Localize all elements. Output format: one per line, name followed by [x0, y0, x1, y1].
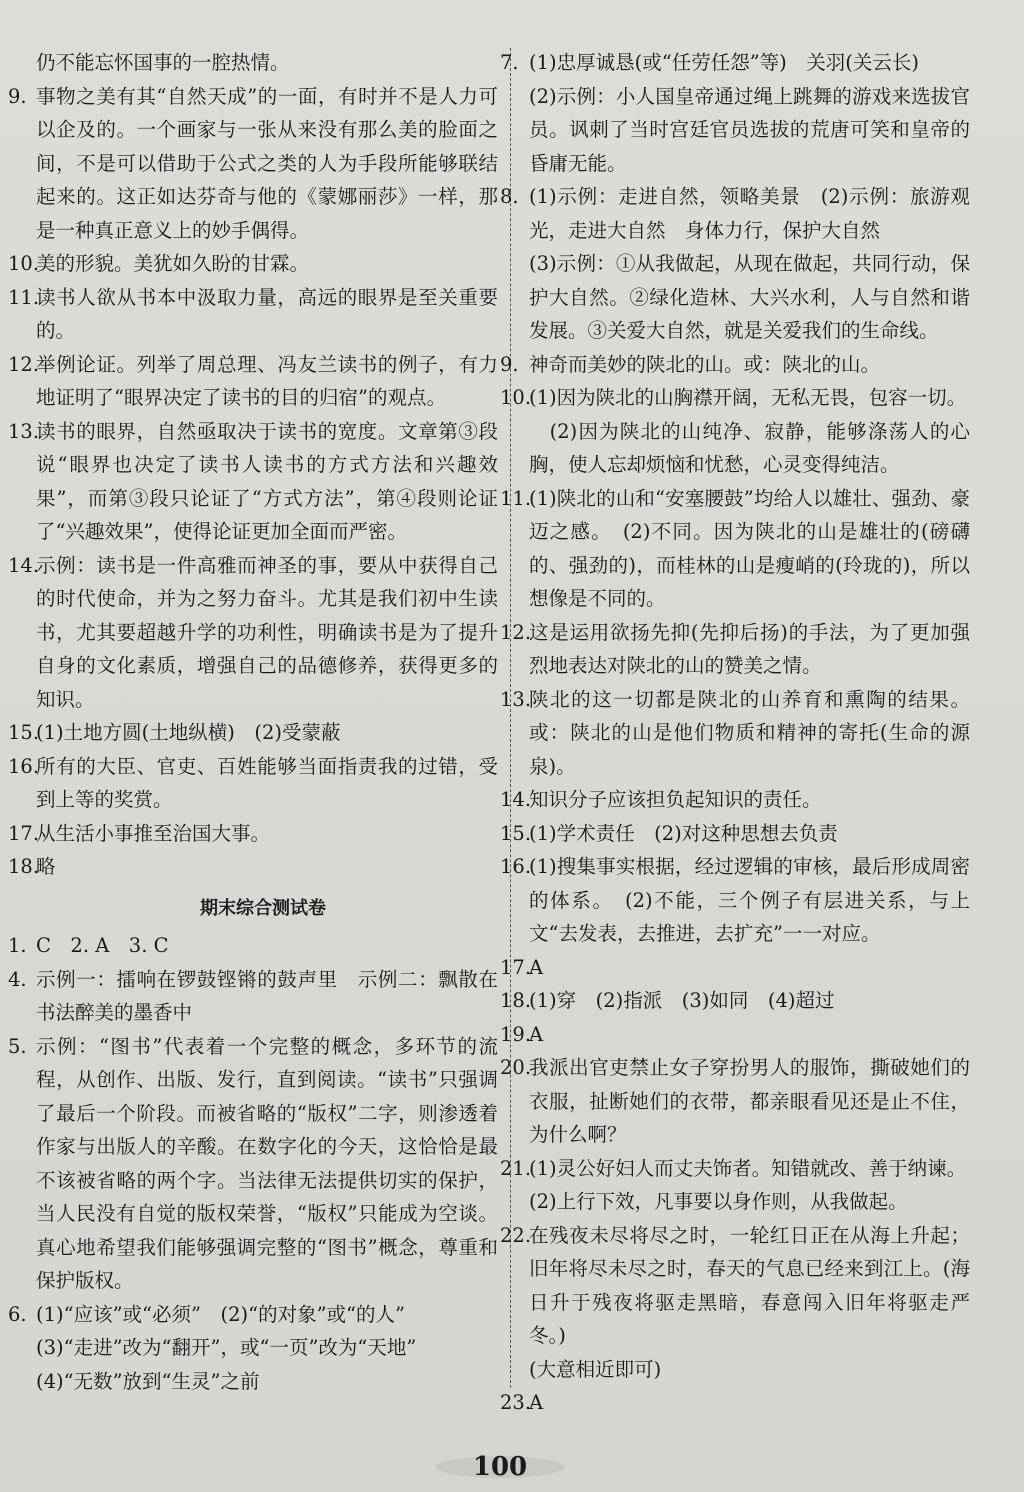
- answer-item: (3)示例：①从我做起，从现在做起，共同行动，保护大自然。②绿化造林、大兴水利，人与自然和谐发展。③关爱大自然，就是关爱我们的生命线。: [529, 252, 970, 342]
- answer-item: 1. C 2. A 3. C: [8, 934, 169, 957]
- answer-item: 8. (1)示例：走进自然，领略美景 (2)示例：旅游观光，走进大自然 身体力行，保护大自然: [500, 185, 970, 242]
- answer-subline: (3)“走进”改为“翻开”，或“一页”改为“天地”: [36, 1336, 417, 1359]
- answer-item: 22. 在残夜未尽将尽之时，一轮红日正在从海上升起；旧年将尽未尽之时，春天的气息已经来到江上。(海日升于残夜将驱走黑暗，春意闯入旧年将驱走严冬。): [500, 1223, 970, 1347]
- answer-item: 4. 示例一：擂响在锣鼓铿锵的鼓声里 示例二：飘散在书法醉美的墨香中: [8, 967, 498, 1024]
- answer-item: 9. 事物之美有其“自然天成”的一面，有时并不是人力可以企及的。一个画家与一张从来没有那么美的脸面之间，不是可以借助于公式之类的人为手段所能够联结起来的。这正如达芬奇与他的《蒙娜丽莎》一样，那是一种真正意义上的妙手偶得。: [8, 84, 498, 242]
- answer-item: (2)示例：小人国皇帝通过绳上跳舞的游戏来选拔官员。讽刺了当时宫廷官员选拔的荒唐可笑和皇帝的昏庸无能。: [529, 84, 970, 175]
- answer-item: 12. 举例论证。列举了周总理、冯友兰读书的例子，有力地证明了“眼界决定了读书的目的归宿”的观点。: [8, 352, 498, 409]
- answer-item: 12. 这是运用欲扬先抑(先抑后扬)的手法，为了更加强烈地表达对陕北的山的赞美之情。: [500, 620, 970, 677]
- answer-item: 17. A: [500, 955, 544, 979]
- answer-item: 13. 陕北的这一切都是陕北的山养育和熏陶的结果。或：陕北的山是他们物质和精神的寄托(生命的源泉)。: [500, 687, 970, 778]
- left-column: [8, 46, 498, 1398]
- answer-item: 11. 读书人欲从书本中汲取力量，高远的眼界是至关重要的。: [8, 285, 498, 342]
- answer-item: 18. (1)穿 (2)指派 (3)如同 (4)超过: [500, 989, 835, 1012]
- answer-item: 11. (1)陕北的山和“安塞腰鼓”均给人以雄壮、强劲、豪迈之感。 (2)不同。因为陕北的山是雄壮的(磅礴的、强劲的)，而桂林的山是瘦峭的(玲珑的)，所以想像是不同的。: [500, 486, 970, 610]
- answer-item: 5. 示例：“图书”代表着一个完整的概念，多环节的流程，从创作、出版、发行，直到阅读。“读书”只强调了最后一个阶段。而被省略的“版权”二字，则渗透着作家与出版人的辛酸。在数字化的今天，这恰恰是最不该被省略的两个字。当法律无法提供切实的保护，当人民没有自觉的版权荣誉，“版权”只能成为空谈。真心地希望我们能够强调完整的“图书”概念，尊重和保护版权。: [8, 1034, 498, 1292]
- answer-item: 9. 神奇而美妙的陕北的山。或：陕北的山。: [500, 352, 881, 376]
- answer-item: 23. A: [500, 1391, 544, 1414]
- answer-item: 17. 从生活小事推至治国大事。: [8, 821, 271, 845]
- section-heading: 期末综合测试卷: [200, 897, 326, 919]
- right-column: [500, 46, 970, 1420]
- answer-item: (2)因为陕北的山纯净、寂静，能够涤荡人的心胸，使人忘却烦恼和忧愁，心灵变得纯洁。: [529, 419, 970, 476]
- answer-item: (2)上行下效，凡事要以身作则，从我做起。: [529, 1190, 908, 1213]
- answer-item: 16. 所有的大臣、官吏、百姓能够当面指责我的过错，受到上等的奖赏。: [8, 754, 498, 811]
- answer-item: 7. (1)忠厚诚恳(或“任劳任怨”等) 关羽(关云长): [500, 51, 919, 74]
- answer-item: 10. 美的形貌。美犹如久盼的甘霖。: [8, 252, 310, 275]
- answer-subline: (4)“无数”放到“生灵”之前: [36, 1369, 260, 1393]
- answer-item: 21. (1)灵公好妇人而丈夫饰者。知错就改、善于纳谏。: [500, 1156, 967, 1180]
- answer-item: 13. 读书的眼界，自然亟取决于读书的宽度。文章第③段说“眼界也决定了读书人读书的方式方法和兴趣效果”，而第③段只论证了“方式方法”，第④段则论证了“兴趣效果”，使得论证更加全面而严密。: [8, 419, 498, 543]
- page-number: 100: [472, 1452, 528, 1482]
- answer-item: 10. (1)因为陕北的山胸襟开阔，无私无畏，包容一切。: [500, 386, 967, 409]
- answer-item: 15. (1)学术责任 (2)对这种思想去负责: [500, 821, 838, 845]
- answer-item: 15. (1)土地方圆(土地纵横) (2)受蒙蔽: [8, 721, 341, 744]
- answer-item: 14. 示例：读书是一件高雅而神圣的事，要从中获得自己的时代使命，并为之努力奋斗。尤其是我们初中生读书，尤其要超越升学的功利性，明确读书是为了提升自身的文化素质，增强自己的品德修养，获得更多的知识。: [8, 553, 498, 711]
- answer-item: 20. 我派出官吏禁止女子穿扮男人的服饰，撕破她们的衣服，扯断她们的衣带，都亲眼看见还是止不住，为什么啊？: [500, 1056, 970, 1146]
- answer-item: (大意相近即可): [529, 1357, 662, 1381]
- answer-item: 18. 略: [8, 855, 56, 878]
- answer-item: 16. (1)搜集事实根据，经过逻辑的审核，最后形成周密的体系。 (2)不能，三个例子有层进关系，与上文“去发表，去推进，去扩充”一一对应。: [500, 855, 970, 945]
- answer-continuation: 仍不能忘怀国事的一腔热情。: [36, 51, 290, 74]
- answer-item: 14. 知识分子应该担负起知识的责任。: [500, 788, 822, 811]
- answer-item: 19. A: [500, 1022, 544, 1046]
- answer-item: 6. (1)“应该”或“必须” (2)“的对象”或“的人”: [8, 1302, 405, 1326]
